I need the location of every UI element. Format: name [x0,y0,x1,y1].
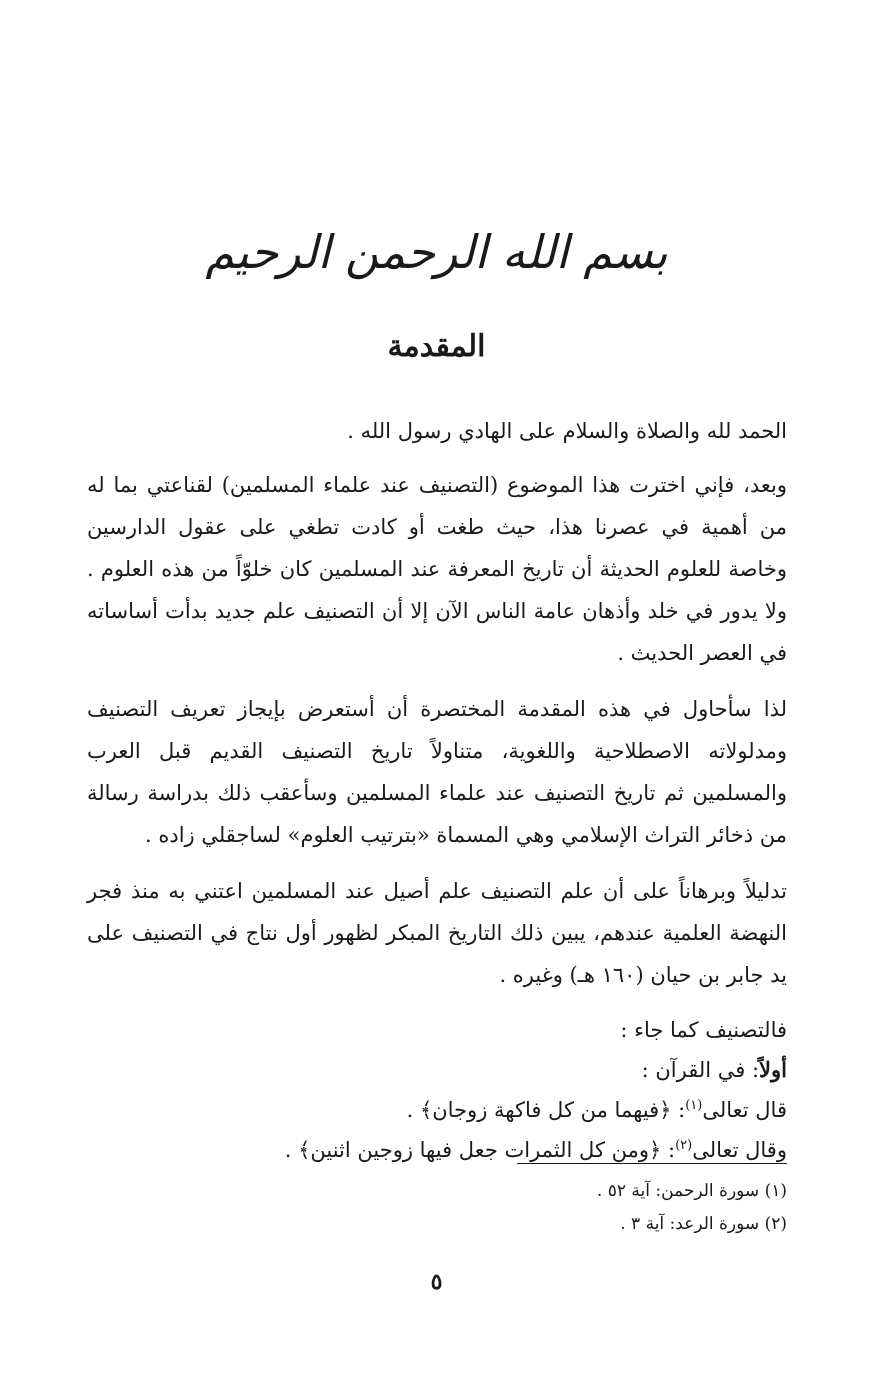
verse-1-text: : ﴿فيهما من كل فاكهة زوجان﴾ . [406,1098,686,1122]
footnote-1: (١) سورة الرحمن: آية ٥٢ . [596,1181,787,1201]
footnote-ref-2: (٢) [675,1138,693,1153]
verse-2-prefix: وقال تعالى [692,1138,787,1162]
paragraph-evidence: تدليلاً وبرهاناً على أن علم التصنيف علم أصيل عند المسلمين اعتني به منذ فجر النهضة العلمية عندهم، يبين ذلك التاريخ المبكر لظهور أول نتاج في التصنيف على يد جابر بن حيان (١٦٠ هـ) وغيره . [87,879,787,987]
list-item-first-text: : في القرآن : [641,1058,760,1082]
list-item-first-label: أولاً [759,1057,787,1082]
list-item-first [87,1050,787,1090]
classification-list [87,1010,787,1170]
list-intro: فالتصنيف كما جاء : [620,1018,787,1042]
list-item-verse-1 [87,1090,787,1130]
footnote-divider [517,1163,787,1164]
basmala-calligraphy: بسم الله الرحمن الرحيم [205,225,668,279]
paragraph-intro-plan: لذا سأحاول في هذه المقدمة المختصرة أن أستعرض بإيجاز تعريف التصنيف ومدلولاته الاصطلاحية واللغوية، متناولاً تاريخ التصنيف القديم قبل العرب والمسلمين ثم تاريخ التصنيف عند علماء المسلمين وسأعقب ذلك بدراسة رسالة من ذخائر التراث الإسلامي وهي المسماة «بترتيب العلوم» لساجقلي زاده . [87,697,787,847]
footnotes [87,1175,787,1241]
page-title: المقدمة [387,329,486,364]
paragraph-topic-choice: وبعد، فإني اخترت هذا الموضوع (التصنيف عند علماء المسلمين) لقناعتي بما له من أهمية في عصرنا هذا، حيث طغت أو كادت تطغي على عقول الدارسين وخاصة للعلوم الحديثة أن تاريخ المعرفة عند المسلمين كان خلوّاً من هذه العلوم . ولا يدور في خلد وأذهان عامة الناس الآن إلا أن التصنيف علم جديد بدأت أساساته في العصر الحديث . [87,473,787,665]
footnote-2: (٢) سورة الرعد: آية ٣ . [620,1214,787,1234]
footnote-ref-1: (١) [685,1098,703,1113]
body-text [87,410,787,1170]
verse-1-prefix: قال تعالى [702,1098,787,1122]
paragraph-praise: الحمد لله والصلاة والسلام على الهادي رسول الله . [347,419,787,443]
list-item-verse-2 [87,1130,787,1170]
page-number: ٥ [430,1269,443,1295]
verse-2-text: : ﴿ومن كل الثمرات جعل فيها زوجين اثنين﴾ . [284,1138,676,1162]
